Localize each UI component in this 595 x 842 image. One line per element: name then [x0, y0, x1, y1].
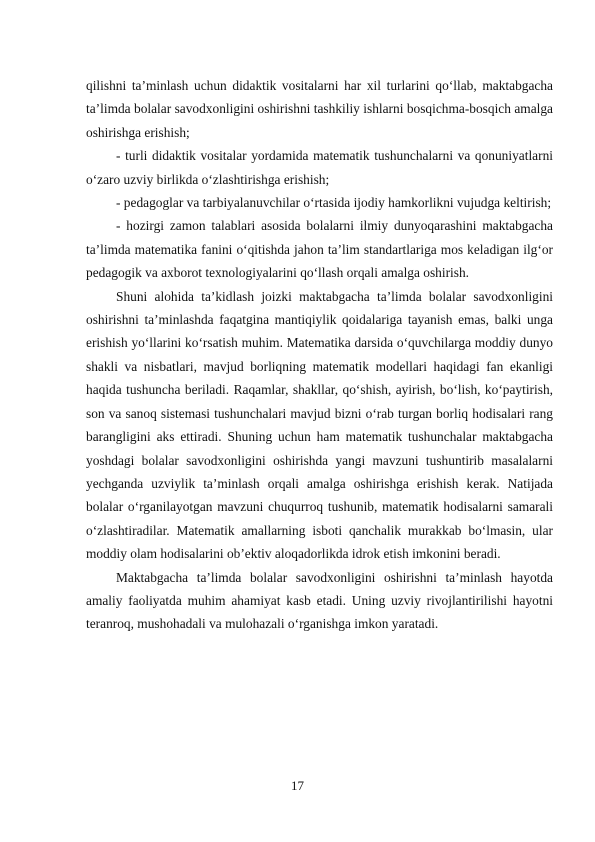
list-item-cooperation: - pedagoglar va tarbiyalanuvchilar o‘rtasida ijodiy hamkorlikni vujudga keltirish;	[116, 195, 552, 211]
list-item-modern-requirements: - hozirgi zamon talablari asosida bolalarni ilmiy dunyoqarashini maktabgacha ta’limda matematika fanini o‘qitishda jahon ta’lim standartlariga mos keladigan ilg‘or pedagogik va axborot texnologiyalarini qo‘llash orqali amalga oshirish.	[86, 218, 553, 281]
paragraph-main: Shuni alohida ta’kidlash joizki maktabgacha ta’limda bolalar savodxonligini oshirishni ta’minlashda faqatgina mantiqiylik qoidalariga tayanish emas, balki unga erishish yo‘llarini ko‘rsatish muhim. Matematika darsida o‘quvchilarga moddiy dunyo shakli va nisbatlari, mavjud borliqning matematik modellari haqidagi fan ekanligi haqida tushuncha beriladi. Raqamlar, shakllar, qo‘shish, ayirish, bo‘lish, ko‘paytirish, son va sanoq sistemasi tushunchalari mavjud bizni o‘rab turgan borliq hodisalari rang barangligini aks ettiradi. Shuning uchun ham matematik tushunchalar maktabgacha yoshdagi bolalar savodxonligini oshirishda yangi mavzuni tushuntirib masalalarni yechganda uzviylik ta’minlash orqali amalga oshirishga erishish kerak. Natijada bolalar o‘rganilayotgan mavzuni chuqurroq tushunib, matematik hodisalarni samarali o‘zlashtiradilar. Matematik amallarning isboti qanchalik murakkab bo‘lmasin, ular moddiy olam hodisalarini ob’ektiv aloqadorlikda idrok etish imkonini beradi.	[86, 288, 553, 562]
page-number: 17	[291, 778, 304, 793]
paragraph-conclusion: Maktabgacha ta’limda bolalar savodxonligini oshirishni ta’minlash hayotda amaliy faoliyatda muhim ahamiyat kasb etadi. Uning uzviy rivojlantirilishi hayotni teranroq, mushohadali va mulohazali o‘rganishga imkon yaratadi.	[86, 569, 553, 632]
paragraph-continuation: qilishni ta’minlash uchun didaktik vositalarni har xil turlarini qo‘llab, maktabgacha ta’limda bolalar savodxonligini oshirishni tashkiliy ishlarni bosqichma-bosqich amalga oshirishga erishish;	[86, 78, 553, 140]
document-body	[86, 74, 553, 636]
list-item-didactic-tools: - turli didaktik vositalar yordamida matematik tushunchalarni va qonuniyatlarni o‘zaro uzviy birlikda o‘zlashtirishga erishish;	[86, 148, 553, 187]
